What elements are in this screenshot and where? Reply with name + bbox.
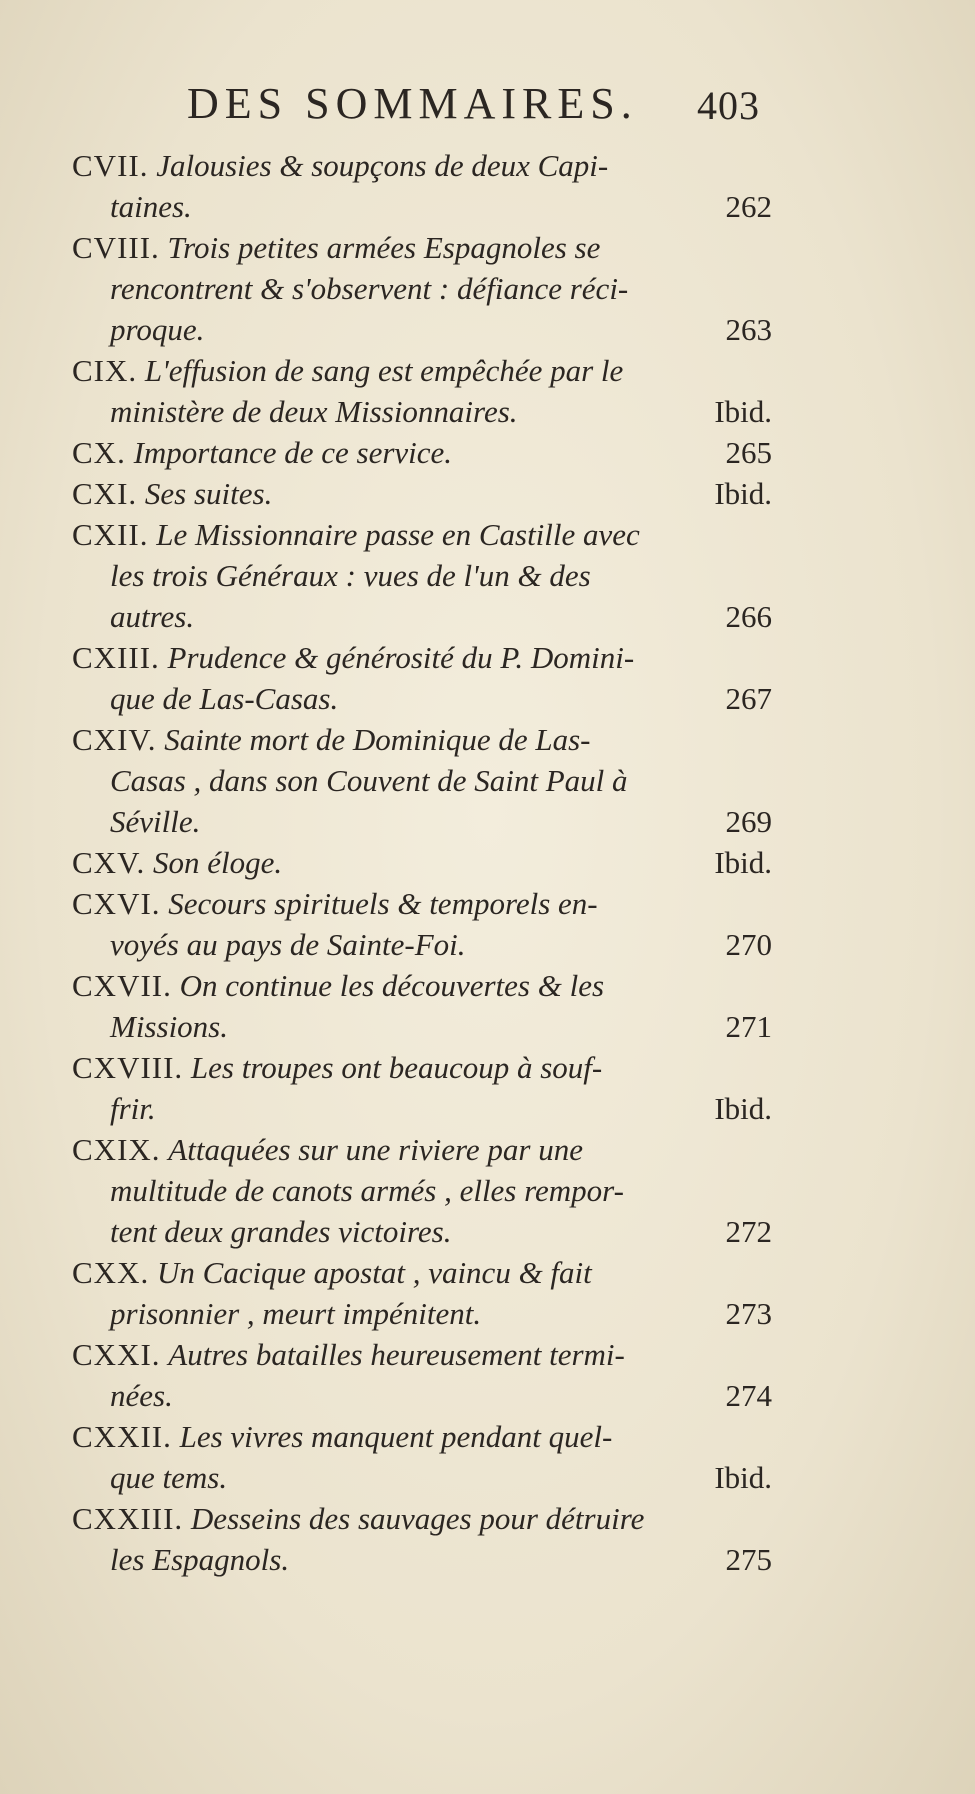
entry-number: CXIX.	[72, 1132, 161, 1167]
contents-entry	[72, 965, 772, 1047]
entry-page-number: 274	[725, 1378, 772, 1413]
entry-page-number: 272	[725, 1214, 772, 1249]
entry-title-text: tent deux grandes victoires.	[110, 1214, 452, 1249]
contents-entry	[72, 227, 772, 350]
entry-line	[72, 637, 772, 678]
entry-title-text: Ses suites.	[144, 476, 273, 511]
contents-entry	[72, 1129, 772, 1252]
contents-entry	[72, 432, 772, 473]
entry-number: CXI.	[72, 476, 138, 511]
entry-title-text: Jalousies & soupçons de deux Capi-	[156, 148, 609, 183]
entry-line	[72, 719, 772, 760]
contents-entry	[72, 514, 772, 637]
entry-title-text: rencontrent & s'observent : défiance réci-	[110, 271, 629, 306]
entry-number: CVIII.	[72, 230, 160, 265]
entry-title-text: que de Las-Casas.	[110, 681, 339, 716]
contents-entry	[72, 883, 772, 965]
entry-title-text: Prudence & générosité du P. Domini-	[167, 640, 635, 675]
entry-line	[72, 1293, 772, 1334]
entry-line	[72, 924, 772, 965]
entry-line	[72, 268, 772, 309]
entry-line	[72, 1334, 772, 1375]
entry-line	[72, 1088, 772, 1129]
entry-number: CXXIII.	[72, 1501, 184, 1536]
entry-number: CXVII.	[72, 968, 172, 1003]
entry-number: CIX.	[72, 353, 138, 388]
entry-title-text: les trois Généraux : vues de l'un & des	[110, 558, 591, 593]
entry-number: CVII.	[72, 148, 149, 183]
entry-line	[72, 678, 772, 719]
entry-page-number: 270	[725, 927, 772, 962]
entry-title-text: Attaquées sur une riviere par une	[168, 1132, 583, 1167]
entry-line	[72, 1006, 772, 1047]
entry-title-text: Le Missionnaire passe en Castille avec	[156, 517, 640, 552]
entry-line	[72, 1416, 772, 1457]
entry-number: CXV.	[72, 845, 146, 880]
contents-entry	[72, 637, 772, 719]
entry-title-text: Missions.	[110, 1009, 228, 1044]
entry-line	[72, 309, 772, 350]
entry-page-number: Ibid.	[714, 476, 772, 511]
entry-line	[72, 760, 772, 801]
entry-title-text: Un Cacique apostat , vaincu & fait	[156, 1255, 592, 1290]
entry-title-text: Les troupes ont beaucoup à souf-	[190, 1050, 603, 1085]
entry-number: CXIII.	[72, 640, 160, 675]
entry-number: CXXII.	[72, 1419, 172, 1454]
entry-line	[72, 555, 772, 596]
entry-number: CXVIII.	[72, 1050, 184, 1085]
entry-line	[72, 432, 772, 473]
entry-number: CXX.	[72, 1255, 150, 1290]
entry-title-text: les Espagnols.	[110, 1542, 290, 1577]
entry-page-number: 269	[725, 804, 772, 839]
entry-number: CXVI.	[72, 886, 161, 921]
contents-entry	[72, 1334, 772, 1416]
entry-line	[72, 1457, 772, 1498]
entry-line	[72, 1129, 772, 1170]
contents-list	[72, 145, 772, 1580]
entry-line	[72, 1170, 772, 1211]
entry-title-text: Autres batailles heureusement termi-	[168, 1337, 625, 1372]
contents-entry	[72, 842, 772, 883]
entry-title-text: Les vivres manquent pendant quel-	[179, 1419, 613, 1454]
entry-number: CXIV.	[72, 722, 157, 757]
entry-page-number: Ibid.	[714, 845, 772, 880]
entry-title-text: voyés au pays de Sainte-Foi.	[110, 927, 466, 962]
header-title: DES SOMMAIRES.	[187, 79, 638, 128]
entry-page-number: Ibid.	[714, 1091, 772, 1126]
entry-title-text: frir.	[110, 1091, 156, 1126]
entry-title-text: Importance de ce service.	[133, 435, 453, 470]
contents-entry	[72, 350, 772, 432]
entry-number: CX.	[72, 435, 126, 470]
contents-entry	[72, 1252, 772, 1334]
entry-line	[72, 1498, 772, 1539]
entry-page-number: 271	[725, 1009, 772, 1044]
entry-title-text: Sainte mort de Dominique de Las-	[164, 722, 591, 757]
entry-title-text: Séville.	[110, 804, 201, 839]
entry-page-number: 266	[725, 599, 772, 634]
entry-title-text: que tems.	[110, 1460, 228, 1495]
header-page-number: 403	[697, 83, 760, 128]
entry-line	[72, 1539, 772, 1580]
entry-page-number: Ibid.	[714, 1460, 772, 1495]
entry-line	[72, 473, 772, 514]
entry-title-text: nées.	[110, 1378, 173, 1413]
entry-title-text: multitude de canots armés , elles rempor-	[110, 1173, 624, 1208]
entry-line	[72, 1211, 772, 1252]
entry-title-text: Secours spirituels & temporels en-	[168, 886, 598, 921]
entry-page-number: 265	[725, 435, 772, 470]
entry-line	[72, 350, 772, 391]
entry-page-number: 263	[725, 312, 772, 347]
contents-entry	[72, 1498, 772, 1580]
contents-entry	[72, 145, 772, 227]
entry-title-text: autres.	[110, 599, 195, 634]
entry-line	[72, 227, 772, 268]
entry-page-number: 273	[725, 1296, 772, 1331]
entry-line	[72, 883, 772, 924]
entry-title-text: Son éloge.	[152, 845, 283, 880]
entry-page-number: 262	[725, 189, 772, 224]
entry-line	[72, 965, 772, 1006]
entry-line	[72, 1047, 772, 1088]
entry-number: CXII.	[72, 517, 149, 552]
entry-title-text: L'effusion de sang est empêchée par le	[144, 353, 624, 388]
entry-title-text: proque.	[110, 312, 205, 347]
contents-entry	[72, 1047, 772, 1129]
entry-page-number: 267	[725, 681, 772, 716]
entry-title-text: taines.	[110, 189, 192, 224]
entry-line	[72, 145, 772, 186]
entry-title-text: Casas , dans son Couvent de Saint Paul à	[110, 763, 628, 798]
entry-title-text: On continue les découvertes & les	[179, 968, 605, 1003]
contents-entry	[72, 719, 772, 842]
entry-line	[72, 1252, 772, 1293]
entry-line	[72, 186, 772, 227]
contents-entry	[72, 1416, 772, 1498]
contents-entry	[72, 473, 772, 514]
entry-line	[72, 801, 772, 842]
entry-line	[72, 596, 772, 637]
entry-page-number: 275	[725, 1542, 772, 1577]
entry-line	[72, 842, 772, 883]
entry-title-text: Desseins des sauvages pour détruire	[190, 1501, 645, 1536]
entry-number: CXXI.	[72, 1337, 161, 1372]
entry-line	[72, 391, 772, 432]
entry-line	[72, 514, 772, 555]
entry-page-number: Ibid.	[714, 394, 772, 429]
entry-line	[72, 1375, 772, 1416]
entry-title-text: prisonnier , meurt impénitent.	[110, 1296, 482, 1331]
entry-title-text: Trois petites armées Espagnoles se	[167, 230, 601, 265]
entry-title-text: ministère de deux Missionnaires.	[110, 394, 518, 429]
